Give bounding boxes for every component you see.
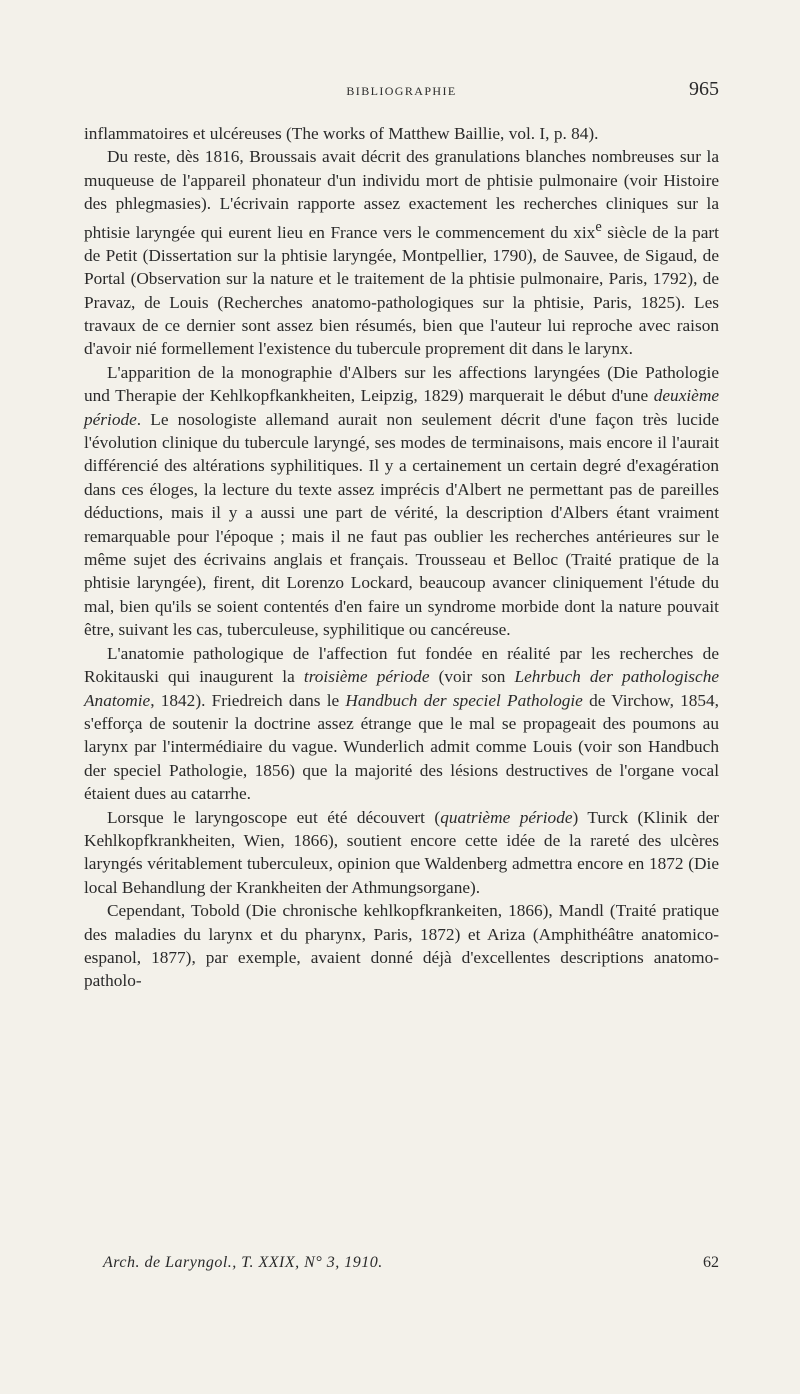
- running-head-title: BIBLIOGRAPHIE: [346, 84, 457, 98]
- text-run: L'anatomie pathologique de l'affection fut fondée en réalité par les recherches de Rokitauski qui inaugurent la: [84, 643, 719, 687]
- journal-citation: Arch. de Laryngol., T. XXIX, N° 3, 1910.: [103, 1254, 383, 1271]
- paragraph: [84, 361, 719, 642]
- text-run: Lorsque le laryngoscope eut été découvert (: [107, 807, 441, 827]
- paragraph: [84, 122, 719, 145]
- page-number: 965: [689, 78, 719, 100]
- paragraph: [84, 899, 719, 993]
- signature-mark: 62: [703, 1254, 719, 1271]
- running-head: [84, 78, 719, 102]
- paragraph: [84, 145, 719, 360]
- italic-run: Handbuch der speciel Pathologie: [345, 690, 583, 710]
- italic-run: troisième période: [303, 667, 430, 687]
- page-footer: [103, 1254, 719, 1276]
- italic-run: Lehrbuch der pathologische Anatomie: [84, 667, 720, 710]
- text-run: (voir son: [429, 667, 515, 687]
- paragraph: [84, 806, 719, 900]
- body-text: [84, 122, 719, 993]
- text-run: , 1842). Friedreich dans le: [150, 690, 346, 710]
- italic-run: quatrième période: [440, 807, 573, 827]
- text-run: L'apparition de la monographie d'Albers sur les affections laryngées (Die Pathologie und Therapie der Kehlkopfkankheiten, Leipzig, 1829) marquerait le début d'une: [84, 362, 719, 406]
- text-run: ) Turck (Klinik der Kehlkopfkrankheiten, Wien, 1866), soutient encore cette idée de la rareté des ulcères laryngés véritablement tuberculeux, opinion que Waldenberg admettra encore en 1872 (Die local Behandlung der Krankheiten der Athmungsorgane).: [84, 807, 719, 897]
- superscript-run: e: [595, 218, 602, 235]
- text-run: Du reste, dès 1816, Broussais avait décrit des granulations blanches nombreuses sur la muqueuse de l'appareil phonateur d'un individu mort de phtisie pulmonaire (voir Histoire des phlegmasies). L'écrivain rapporte assez exactement les recherches cliniques sur la phtisie laryngée qui eurent lieu en France vers le commencement du xix: [84, 147, 719, 242]
- text-run: Cependant, Tobold (Die chronische kehlkopfkrankeiten, 1866), Mandl (Traité pratique des maladies du larynx et du pharynx, Paris, 1872) et Ariza (Amphithéâtre anatomico-espanol, 1877), par exemple, avaient donné déjà d'excellentes descriptions anatomo-patholo-: [84, 901, 719, 991]
- text-run: inflammatoires et ulcéreuses (The works of Matthew Baillie, vol. I, p. 84).: [84, 124, 599, 143]
- text-run: siècle de la part de Petit (Dissertation sur la phtisie laryngée, Montpellier, 1790), de Sauvee, de Sigaud, de Portal (Observation sur la nature et le traitement de la phtisie pulmonaire, Paris, 1792), de Pravaz, de Louis (Recherches anatomo-pathologiques sur la phtisie, Paris, 1825). Les travaux de ce dernier sont assez bien résumés, bien que l'auteur lui reproche avec raison d'avoir nié formellement l'existence du tubercule proprement dit dans le larynx.: [84, 222, 719, 359]
- text-run: . Le nosologiste allemand aurait non seulement décrit d'une façon très lucide l'évolution clinique du tubercule laryngé, ses modes de terminaisons, mais encore il l'aurait différencié des altérations syphilitiques. Il y a certainement un certain degré d'exagération dans ces éloges, la lecture du texte assez imprécis d'Albert ne permettant pas de pareilles déductions, mais il y a aussi une part de vérité, la description d'Albers étant vraiment remarquable pour l'époque ; mais il ne faut pas oublier les recherches antérieures sur le même sujet des écrivains anglais et français. Trousseau et Belloc (Traité pratique de la phtisie laryngée), firent, dit Lorenzo Lockard, beaucoup avancer cliniquement l'étude du mal, bien qu'ils se soient contentés d'en faire un syndrome morbide dont la nature pouvait être, suivant les cas, tuberculeuse, syphilitique ou cancéreuse.: [84, 409, 719, 640]
- italic-run: deuxième période: [84, 386, 719, 429]
- paragraph: [84, 642, 719, 806]
- text-run: de Virchow, 1854, s'efforça de soutenir la doctrine assez étrange que le mal se propageait des poumons au larynx par l'intermédiaire du vague. Wunderlich admit comme Louis (voir son Handbuch der speciel Pathologie, 1856) que la majorité des lésions destructives de l'organe vocal étaient dues au catarrhe.: [84, 690, 719, 804]
